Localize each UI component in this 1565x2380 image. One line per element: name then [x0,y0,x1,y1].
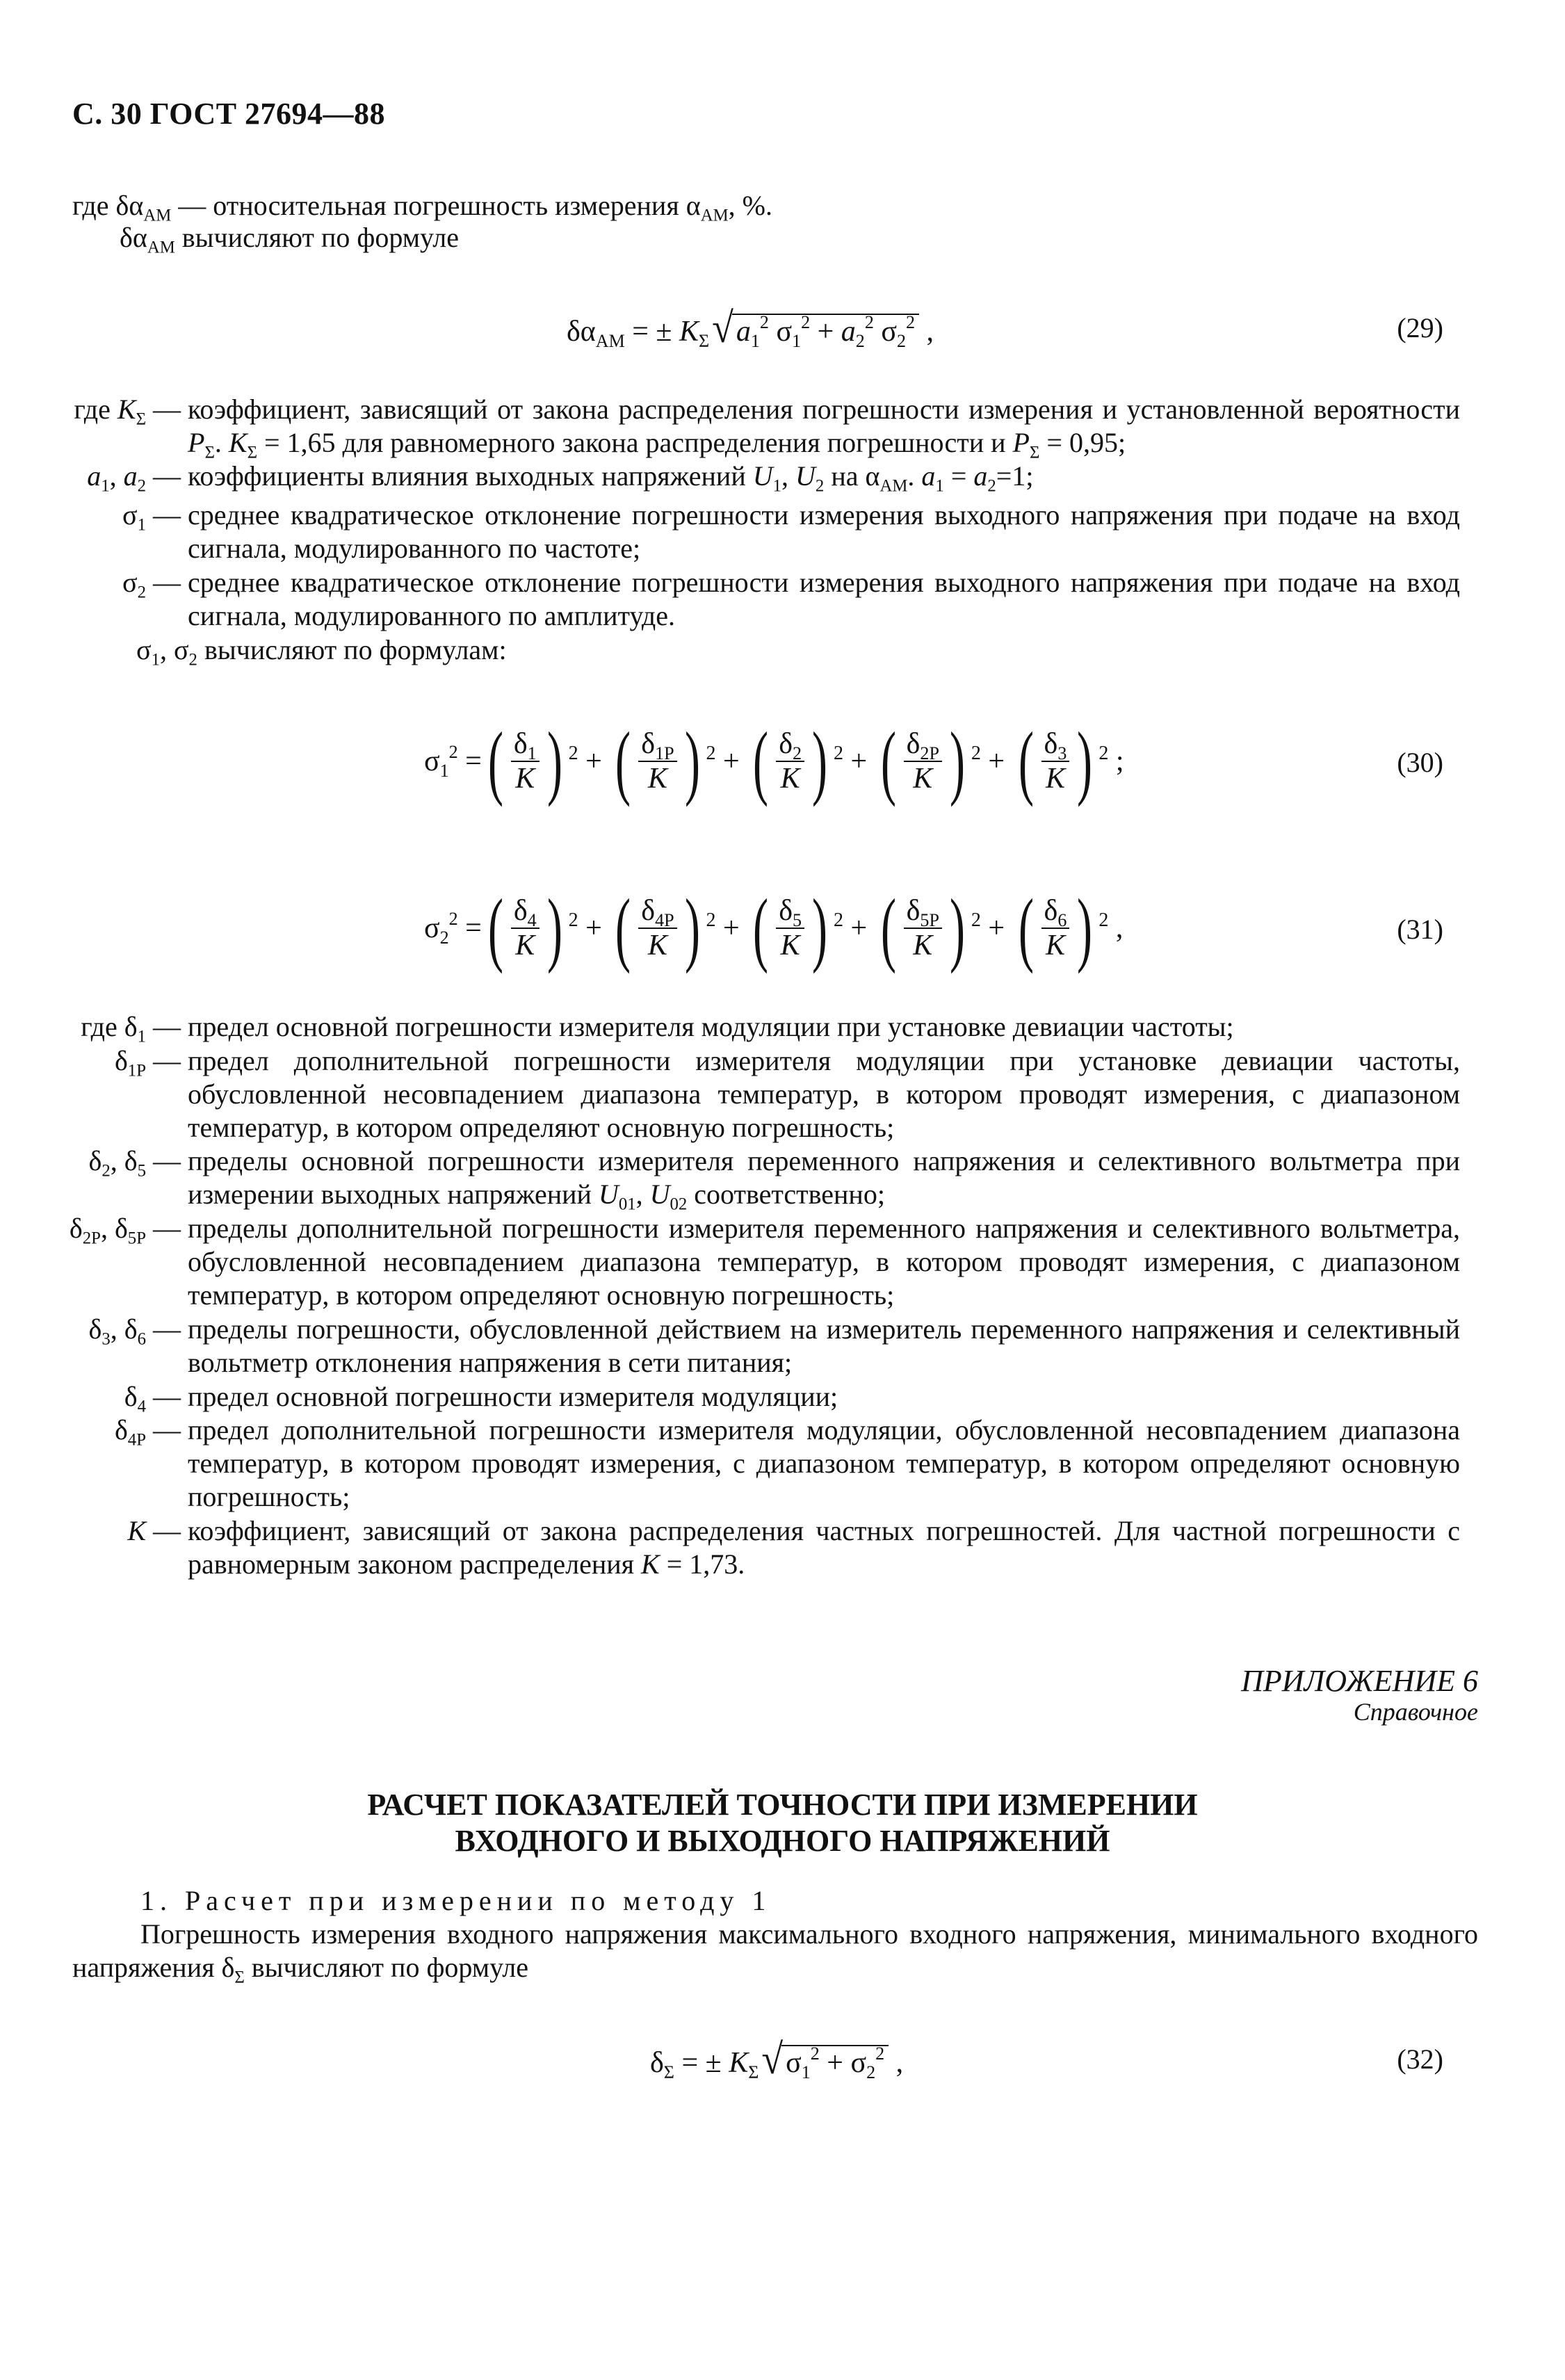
sigma-formulas-intro: $\sigma_1$, $\sigma_2$ вычисляют по формулам: [136,634,507,670]
def-symbol-K-sigma: где $K_\Sigma$ — [74,394,181,429]
def-text-delta4P: предел дополнительной погрешности измерителя модуляции, обусловленной несовпадением диапазона температур, в котором проводят измерения, с диапазоном температур, в котором определяют основную погрешность; [188,1414,1460,1512]
def-symbol-a1-a2: $a_1$, $a_2$ — [87,460,181,496]
def-text-delta1: предел основной погрешности измерителя модуляции при установке девиации частоты; [188,1011,1234,1042]
def-text-K: коэффициент, зависящий от закона распределения частных погрешностей. Для частной погрешности с равномерным законом распределения K = 1,73. [188,1515,1460,1580]
equation-30: $\sigma_1^2$ = ( $\frac{\delta_1}{K}$ ) 2 + ( $\frac{\delta_{1P}}{K}$ ) 2 + ( $\frac{\delta_2}{K}$ ) 2 + ( $\frac{\delta_{2P}}{K}$ ) 2 + ( $\frac{\delta_3}{K}$ ) 2 ; [424,715,1124,807]
appendix-title: ПРИЛОЖЕНИЕ 6 [1241,1664,1478,1698]
equation-number-31: (31) [1397,914,1443,945]
def-symbol-delta1P: $\delta_{1P}$ — [114,1045,181,1080]
def-symbol-sigma2: $\sigma_2$ — [122,567,181,602]
appendix-subtitle: Справочное [1353,1698,1478,1726]
def-symbol-delta2P-delta5P: $\delta_{2P}$, $\delta_{5P}$ — [69,1213,181,1248]
equation-number-30: (30) [1397,747,1443,778]
method1-heading: 1. Расчет при измерении по методу 1 [140,1885,772,1916]
def-symbol-delta2-delta5: $\delta_2$, $\delta_5$ — [88,1145,181,1181]
def-text-delta3-delta6: пределы погрешности, обусловленной действием на измеритель переменного напряжения и селективный вольтметр отклонения напряжения в сети питания; [188,1313,1460,1378]
method1-paragraph: Погрешность измерения входного напряжения максимального входного напряжения, минимального входного напряжения $\delta_\Sigma$ вычисляют по формуле [72,1918,1478,1987]
equation-number-29: (29) [1397,312,1443,343]
def-text-delta2P-delta5P: пределы дополнительной погрешности измерителя переменного напряжения и селективного вольтметра, обусловленной несовпадением диапазона температур, в котором проводят измерения, с диапазоном температур, в котором определяют основную погрешность; [188,1213,1460,1311]
def-symbol-delta4P: $\delta_{4P}$ — [114,1414,181,1450]
def-text-delta2-delta5: пределы основной погрешности измерителя переменного напряжения и селективного вольтметра при измерении выходных напряжений $U_{01}$, $U_{02}$ соответственно; [188,1145,1460,1214]
section-title-line-2: ВХОДНОГО И ВЫХОДНОГО НАПРЯЖЕНИЙ [455,1824,1110,1858]
def-text-delta1P: предел дополнительной погрешности измерителя модуляции при установке девиации частоты, обусловленной несовпадением диапазона температур, в котором проводят измерения, с диапазоном температур, в котором определяют основную погрешность; [188,1045,1460,1143]
equation-number-32: (32) [1397,2043,1443,2075]
intro-line-1: где $\delta\alpha_{АМ}$ — относительная погрешность измерения $\alpha_{АМ}$, %. [72,190,772,225]
def-symbol-delta4: $\delta_4$ — [124,1381,181,1416]
def-symbol-K: K — [127,1515,181,1546]
def-text-a1-a2: коэффициенты влияния выходных напряжений $U_1$, $U_2$ на $\alpha_{AM}$. $a_1 = a_2=1$; [188,460,1034,496]
equation-29: $\delta\alpha_{AM}$ = ± $K_\Sigma√a_1^2$ $\sigma_1^2 + a_2^2$ $\sigma_2^2$ , [567,304,934,353]
def-symbol-sigma1: $\sigma_1$ — [122,499,181,535]
intro-line-2: $\delta\alpha_{АМ}$ вычисляют по формуле [120,222,460,257]
page-header: С. 30 ГОСТ 27694—88 [72,97,386,131]
def-text-sigma2: среднее квадратическое отклонение погрешности измерения выходного напряжения при подаче на вход сигнала, модулированного по амплитуде. [188,567,1460,631]
def-text-sigma1: среднее квадратическое отклонение погрешности измерения выходного напряжения при подаче на вход сигнала, модулированного по частоте; [188,499,1460,564]
section-title-line-1: РАСЧЕТ ПОКАЗАТЕЛЕЙ ТОЧНОСТИ ПРИ ИЗМЕРЕНИИ [367,1788,1198,1822]
equation-31: $\sigma_2^2$ = ( $\frac{\delta_4}{K}$ ) 2 + ( $\frac{\delta_{4P}}{K}$ ) 2 + ( $\frac{\delta_5}{K}$ ) 2 + ( $\frac{\delta_{5P}}{K}$ ) 2 + ( $\frac{\delta_6}{K}$ ) 2 , [424,882,1124,974]
equation-32: $\delta_\Sigma$ = ± $K_\Sigma√\sigma_1^2 + \sigma_2^2$ , [650,2035,904,2084]
def-symbol-delta3-delta6: $\delta_3$, $\delta_6$ — [88,1313,181,1349]
def-symbol-delta1: где $\delta_1$ — [81,1011,181,1046]
def-text-K-sigma: коэффициент, зависящий от закона распределения погрешности измерения и установленной вероятности $P_\Sigma$. $K_\Sigma = 1,65$ для равномерного закона распределения погрешности и $P_\Sigma = 0,95$; [188,394,1460,462]
def-text-delta4: предел основной погрешности измерителя модуляции; [188,1381,838,1412]
